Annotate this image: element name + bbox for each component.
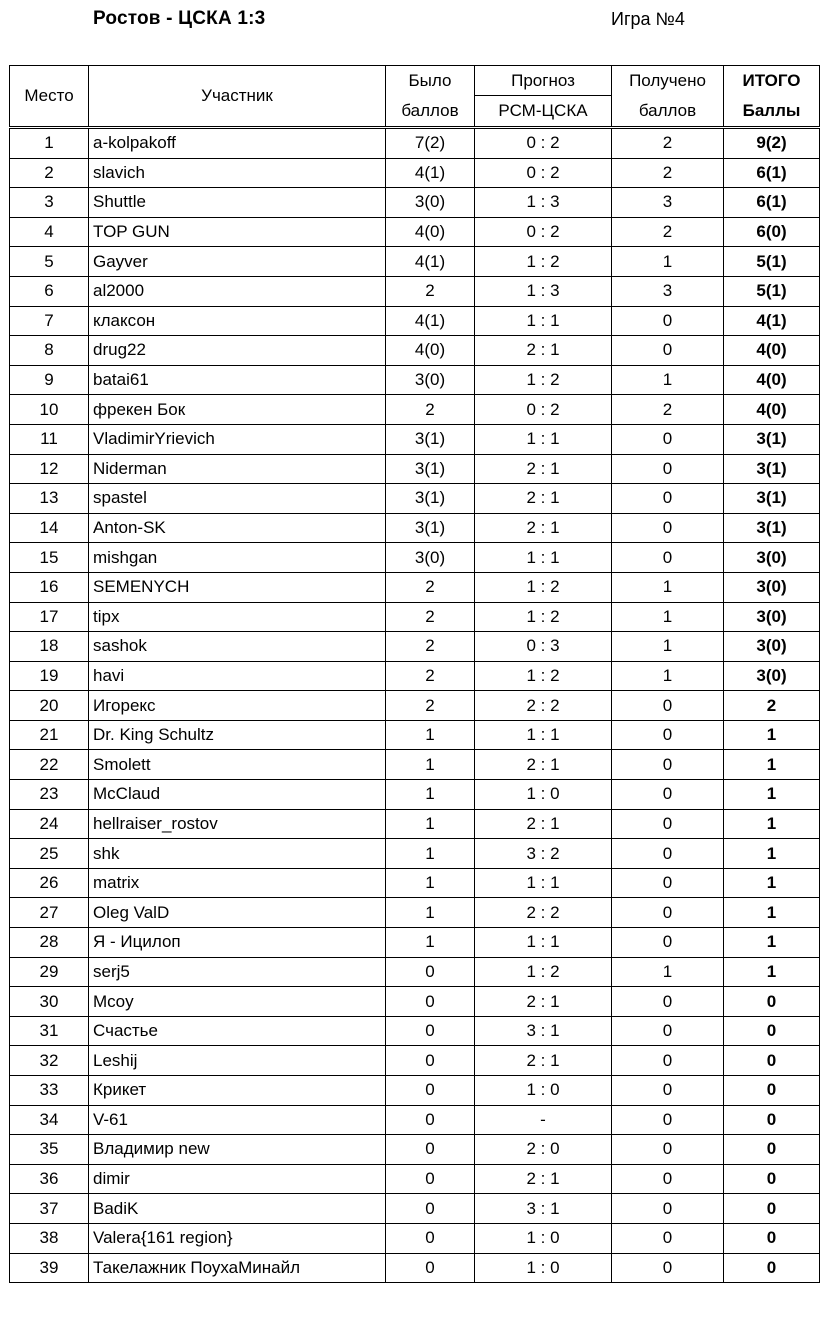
- total-points-cell: 3(1): [724, 424, 820, 454]
- prediction-cell: 2 : 1: [475, 750, 612, 780]
- prediction-cell: 0 : 2: [475, 217, 612, 247]
- participant-cell: Leshij: [89, 1046, 386, 1076]
- table-row: [10, 188, 820, 218]
- was-points-cell: 0: [386, 957, 475, 987]
- participant-cell: Niderman: [89, 454, 386, 484]
- got-points-cell: 0: [612, 1076, 724, 1106]
- place-cell: 8: [10, 336, 89, 366]
- prediction-cell: 2 : 1: [475, 1164, 612, 1194]
- got-points-cell: 0: [612, 484, 724, 514]
- prediction-cell: 2 : 1: [475, 454, 612, 484]
- participant-cell: sashok: [89, 632, 386, 662]
- got-points-cell: 1: [612, 247, 724, 277]
- got-points-cell: 0: [612, 898, 724, 928]
- table-row: [10, 128, 820, 159]
- place-cell: 22: [10, 750, 89, 780]
- place-cell: 34: [10, 1105, 89, 1135]
- table-row: [10, 365, 820, 395]
- participant-cell: BadiK: [89, 1194, 386, 1224]
- header-place: Место: [10, 66, 89, 128]
- prediction-cell: 2 : 2: [475, 691, 612, 721]
- table-row: [10, 1076, 820, 1106]
- place-cell: 38: [10, 1223, 89, 1253]
- table-row: [10, 276, 820, 306]
- header-prediction-top: Прогноз: [475, 66, 612, 96]
- place-cell: 25: [10, 839, 89, 869]
- header-was-top: Было: [386, 66, 475, 96]
- header-prediction-bottom: РСМ-ЦСКА: [475, 96, 612, 128]
- was-points-cell: 0: [386, 1253, 475, 1283]
- was-points-cell: 0: [386, 1135, 475, 1165]
- got-points-cell: 0: [612, 543, 724, 573]
- table-row: [10, 898, 820, 928]
- participant-cell: VladimirYrievich: [89, 424, 386, 454]
- total-points-cell: 4(1): [724, 306, 820, 336]
- participant-cell: Mcoy: [89, 987, 386, 1017]
- place-cell: 17: [10, 602, 89, 632]
- participant-cell: tipx: [89, 602, 386, 632]
- table-row: [10, 632, 820, 662]
- was-points-cell: 0: [386, 1076, 475, 1106]
- place-cell: 11: [10, 424, 89, 454]
- got-points-cell: 1: [612, 632, 724, 662]
- total-points-cell: 0: [724, 1223, 820, 1253]
- total-points-cell: 0: [724, 1135, 820, 1165]
- total-points-cell: 3(1): [724, 513, 820, 543]
- got-points-cell: 0: [612, 1194, 724, 1224]
- prediction-cell: 1 : 0: [475, 1223, 612, 1253]
- was-points-cell: 2: [386, 602, 475, 632]
- table-row: [10, 395, 820, 425]
- prediction-cell: 2 : 1: [475, 987, 612, 1017]
- place-cell: 6: [10, 276, 89, 306]
- place-cell: 7: [10, 306, 89, 336]
- prediction-cell: 2 : 1: [475, 809, 612, 839]
- participant-cell: Крикет: [89, 1076, 386, 1106]
- got-points-cell: 0: [612, 336, 724, 366]
- got-points-cell: 0: [612, 1164, 724, 1194]
- prediction-cell: 1 : 1: [475, 928, 612, 958]
- place-cell: 14: [10, 513, 89, 543]
- got-points-cell: 3: [612, 276, 724, 306]
- total-points-cell: 1: [724, 780, 820, 810]
- prediction-cell: 1 : 1: [475, 424, 612, 454]
- table-row: [10, 513, 820, 543]
- got-points-cell: 0: [612, 454, 724, 484]
- participant-cell: Gayver: [89, 247, 386, 277]
- participant-cell: SEMENYCH: [89, 572, 386, 602]
- prediction-cell: 1 : 0: [475, 1076, 612, 1106]
- table-row: [10, 1135, 820, 1165]
- prediction-cell: 2 : 1: [475, 336, 612, 366]
- total-points-cell: 1: [724, 868, 820, 898]
- game-number: Игра №4: [611, 9, 685, 29]
- participant-cell: dimir: [89, 1164, 386, 1194]
- got-points-cell: 0: [612, 928, 724, 958]
- was-points-cell: 1: [386, 898, 475, 928]
- total-points-cell: 4(0): [724, 395, 820, 425]
- was-points-cell: 3(1): [386, 484, 475, 514]
- header-was-bottom: баллов: [386, 96, 475, 128]
- place-cell: 28: [10, 928, 89, 958]
- was-points-cell: 2: [386, 276, 475, 306]
- participant-cell: spastel: [89, 484, 386, 514]
- place-cell: 32: [10, 1046, 89, 1076]
- total-points-cell: 3(0): [724, 632, 820, 662]
- total-points-cell: 1: [724, 750, 820, 780]
- total-points-cell: 4(0): [724, 365, 820, 395]
- total-points-cell: 5(1): [724, 276, 820, 306]
- prediction-cell: 1 : 2: [475, 572, 612, 602]
- prediction-cell: 1 : 2: [475, 602, 612, 632]
- was-points-cell: 2: [386, 691, 475, 721]
- prediction-cell: 1 : 3: [475, 276, 612, 306]
- was-points-cell: 0: [386, 987, 475, 1017]
- participant-cell: batai61: [89, 365, 386, 395]
- place-cell: 18: [10, 632, 89, 662]
- table-row: [10, 217, 820, 247]
- was-points-cell: 4(1): [386, 306, 475, 336]
- was-points-cell: 0: [386, 1016, 475, 1046]
- was-points-cell: 2: [386, 661, 475, 691]
- participant-cell: Счастье: [89, 1016, 386, 1046]
- prediction-cell: 2 : 1: [475, 513, 612, 543]
- got-points-cell: 2: [612, 217, 724, 247]
- got-points-cell: 1: [612, 957, 724, 987]
- was-points-cell: 2: [386, 395, 475, 425]
- got-points-cell: 2: [612, 158, 724, 188]
- was-points-cell: 4(1): [386, 247, 475, 277]
- prediction-cell: 0 : 2: [475, 395, 612, 425]
- was-points-cell: 4(0): [386, 217, 475, 247]
- got-points-cell: 0: [612, 1223, 724, 1253]
- total-points-cell: 3(0): [724, 572, 820, 602]
- was-points-cell: 0: [386, 1194, 475, 1224]
- table-row: [10, 158, 820, 188]
- total-points-cell: 1: [724, 720, 820, 750]
- participant-cell: a-kolpakoff: [89, 128, 386, 159]
- participant-cell: havi: [89, 661, 386, 691]
- place-cell: 2: [10, 158, 89, 188]
- total-points-cell: 0: [724, 1016, 820, 1046]
- table-row: [10, 868, 820, 898]
- was-points-cell: 1: [386, 780, 475, 810]
- was-points-cell: 3(0): [386, 188, 475, 218]
- place-cell: 39: [10, 1253, 89, 1283]
- got-points-cell: 1: [612, 602, 724, 632]
- prediction-cell: 3 : 1: [475, 1016, 612, 1046]
- got-points-cell: 1: [612, 365, 724, 395]
- place-cell: 35: [10, 1135, 89, 1165]
- table-row: [10, 306, 820, 336]
- got-points-cell: 0: [612, 424, 724, 454]
- was-points-cell: 3(1): [386, 454, 475, 484]
- place-cell: 37: [10, 1194, 89, 1224]
- was-points-cell: 1: [386, 868, 475, 898]
- table-row: [10, 1016, 820, 1046]
- was-points-cell: 3(0): [386, 543, 475, 573]
- was-points-cell: 3(1): [386, 424, 475, 454]
- got-points-cell: 0: [612, 1105, 724, 1135]
- total-points-cell: 4(0): [724, 336, 820, 366]
- got-points-cell: 1: [612, 572, 724, 602]
- page-title: Ростов - ЦСКА 1:3: [93, 8, 266, 29]
- participant-cell: slavich: [89, 158, 386, 188]
- table-row: [10, 750, 820, 780]
- participant-cell: Anton-SK: [89, 513, 386, 543]
- table-row: [10, 691, 820, 721]
- was-points-cell: 1: [386, 720, 475, 750]
- place-cell: 10: [10, 395, 89, 425]
- participant-cell: фрекен Бок: [89, 395, 386, 425]
- participant-cell: mishgan: [89, 543, 386, 573]
- place-cell: 23: [10, 780, 89, 810]
- participant-cell: V-61: [89, 1105, 386, 1135]
- was-points-cell: 0: [386, 1046, 475, 1076]
- place-cell: 26: [10, 868, 89, 898]
- total-points-cell: 6(1): [724, 188, 820, 218]
- got-points-cell: 0: [612, 1046, 724, 1076]
- table-row: [10, 454, 820, 484]
- participant-cell: Владимир new: [89, 1135, 386, 1165]
- header-got-bottom: баллов: [612, 96, 724, 128]
- prediction-cell: 3 : 1: [475, 1194, 612, 1224]
- prediction-cell: 1 : 1: [475, 543, 612, 573]
- place-cell: 21: [10, 720, 89, 750]
- place-cell: 33: [10, 1076, 89, 1106]
- prediction-cell: 2 : 2: [475, 898, 612, 928]
- prediction-cell: 1 : 0: [475, 780, 612, 810]
- table-row: [10, 336, 820, 366]
- got-points-cell: 2: [612, 395, 724, 425]
- table-row: [10, 987, 820, 1017]
- was-points-cell: 1: [386, 928, 475, 958]
- place-cell: 5: [10, 247, 89, 277]
- place-cell: 15: [10, 543, 89, 573]
- table-row: [10, 1105, 820, 1135]
- got-points-cell: 2: [612, 128, 724, 159]
- got-points-cell: 0: [612, 750, 724, 780]
- participant-cell: Dr. King Schultz: [89, 720, 386, 750]
- got-points-cell: 1: [612, 661, 724, 691]
- prediction-cell: 1 : 1: [475, 306, 612, 336]
- participant-cell: Oleg ValD: [89, 898, 386, 928]
- got-points-cell: 0: [612, 839, 724, 869]
- place-cell: 9: [10, 365, 89, 395]
- place-cell: 13: [10, 484, 89, 514]
- prediction-cell: 1 : 2: [475, 365, 612, 395]
- place-cell: 4: [10, 217, 89, 247]
- place-cell: 20: [10, 691, 89, 721]
- prediction-cell: 2 : 1: [475, 1046, 612, 1076]
- total-points-cell: 3(1): [724, 484, 820, 514]
- participant-cell: shk: [89, 839, 386, 869]
- got-points-cell: 0: [612, 1016, 724, 1046]
- place-cell: 36: [10, 1164, 89, 1194]
- total-points-cell: 0: [724, 1105, 820, 1135]
- prediction-cell: 1 : 2: [475, 957, 612, 987]
- place-cell: 31: [10, 1016, 89, 1046]
- was-points-cell: 3(1): [386, 513, 475, 543]
- got-points-cell: 0: [612, 720, 724, 750]
- table-body: [10, 128, 820, 1283]
- table-row: [10, 247, 820, 277]
- total-points-cell: 2: [724, 691, 820, 721]
- participant-cell: hellraiser_rostov: [89, 809, 386, 839]
- was-points-cell: 3(0): [386, 365, 475, 395]
- place-cell: 24: [10, 809, 89, 839]
- prediction-cell: 1 : 2: [475, 247, 612, 277]
- prediction-cell: 0 : 2: [475, 128, 612, 159]
- table-row: [10, 572, 820, 602]
- participant-cell: drug22: [89, 336, 386, 366]
- got-points-cell: 0: [612, 513, 724, 543]
- header-got-top: Получено: [612, 66, 724, 96]
- prediction-cell: 0 : 3: [475, 632, 612, 662]
- total-points-cell: 0: [724, 1194, 820, 1224]
- table-row: [10, 1253, 820, 1283]
- table-row: [10, 720, 820, 750]
- total-points-cell: 3(0): [724, 543, 820, 573]
- table-row: [10, 957, 820, 987]
- prediction-cell: 2 : 1: [475, 484, 612, 514]
- place-cell: 30: [10, 987, 89, 1017]
- total-points-cell: 0: [724, 1076, 820, 1106]
- place-cell: 1: [10, 128, 89, 159]
- was-points-cell: 2: [386, 572, 475, 602]
- prediction-cell: 1 : 3: [475, 188, 612, 218]
- got-points-cell: 0: [612, 1135, 724, 1165]
- prediction-cell: 1 : 1: [475, 720, 612, 750]
- got-points-cell: 0: [612, 1253, 724, 1283]
- table-row: [10, 839, 820, 869]
- total-points-cell: 1: [724, 898, 820, 928]
- participant-cell: Shuttle: [89, 188, 386, 218]
- participant-cell: TOP GUN: [89, 217, 386, 247]
- total-points-cell: 9(2): [724, 128, 820, 159]
- table-row: [10, 1223, 820, 1253]
- participant-cell: Valera{161 region}: [89, 1223, 386, 1253]
- was-points-cell: 7(2): [386, 128, 475, 159]
- participant-cell: Smolett: [89, 750, 386, 780]
- header-total-top: ИТОГО: [724, 66, 820, 96]
- place-cell: 29: [10, 957, 89, 987]
- table-row: [10, 424, 820, 454]
- place-cell: 3: [10, 188, 89, 218]
- total-points-cell: 0: [724, 1253, 820, 1283]
- was-points-cell: 1: [386, 839, 475, 869]
- total-points-cell: 3(0): [724, 661, 820, 691]
- place-cell: 19: [10, 661, 89, 691]
- got-points-cell: 0: [612, 780, 724, 810]
- prediction-cell: 1 : 0: [475, 1253, 612, 1283]
- participant-cell: McClaud: [89, 780, 386, 810]
- place-cell: 16: [10, 572, 89, 602]
- was-points-cell: 0: [386, 1223, 475, 1253]
- prediction-cell: 0 : 2: [475, 158, 612, 188]
- got-points-cell: 0: [612, 868, 724, 898]
- participant-cell: Такелажник ПоухаМинайл: [89, 1253, 386, 1283]
- results-table: [9, 65, 820, 1283]
- participant-cell: al2000: [89, 276, 386, 306]
- total-points-cell: 6(0): [724, 217, 820, 247]
- was-points-cell: 4(0): [386, 336, 475, 366]
- table-row: [10, 484, 820, 514]
- total-points-cell: 1: [724, 957, 820, 987]
- table-row: [10, 780, 820, 810]
- total-points-cell: 0: [724, 987, 820, 1017]
- participant-cell: Я - Ицилоп: [89, 928, 386, 958]
- participant-cell: клаксон: [89, 306, 386, 336]
- header-total-bottom: Баллы: [724, 96, 820, 128]
- was-points-cell: 1: [386, 809, 475, 839]
- table-header: [10, 66, 820, 128]
- was-points-cell: 1: [386, 750, 475, 780]
- total-points-cell: 5(1): [724, 247, 820, 277]
- total-points-cell: 1: [724, 809, 820, 839]
- table-row: [10, 928, 820, 958]
- got-points-cell: 3: [612, 188, 724, 218]
- table-row: [10, 543, 820, 573]
- prediction-cell: 3 : 2: [475, 839, 612, 869]
- prediction-cell: -: [475, 1105, 612, 1135]
- table-row: [10, 1194, 820, 1224]
- prediction-cell: 1 : 1: [475, 868, 612, 898]
- header-participant: Участник: [89, 66, 386, 128]
- total-points-cell: 1: [724, 928, 820, 958]
- table-row: [10, 602, 820, 632]
- table-row: [10, 661, 820, 691]
- was-points-cell: 2: [386, 632, 475, 662]
- got-points-cell: 0: [612, 691, 724, 721]
- table-row: [10, 1046, 820, 1076]
- table-row: [10, 809, 820, 839]
- was-points-cell: 4(1): [386, 158, 475, 188]
- place-cell: 27: [10, 898, 89, 928]
- place-cell: 12: [10, 454, 89, 484]
- participant-cell: matrix: [89, 868, 386, 898]
- prediction-cell: 2 : 0: [475, 1135, 612, 1165]
- total-points-cell: 0: [724, 1164, 820, 1194]
- got-points-cell: 0: [612, 306, 724, 336]
- got-points-cell: 0: [612, 809, 724, 839]
- was-points-cell: 0: [386, 1105, 475, 1135]
- participant-cell: Игорекс: [89, 691, 386, 721]
- prediction-cell: 1 : 2: [475, 661, 612, 691]
- participant-cell: serj5: [89, 957, 386, 987]
- total-points-cell: 0: [724, 1046, 820, 1076]
- total-points-cell: 3(0): [724, 602, 820, 632]
- total-points-cell: 3(1): [724, 454, 820, 484]
- total-points-cell: 6(1): [724, 158, 820, 188]
- got-points-cell: 0: [612, 987, 724, 1017]
- total-points-cell: 1: [724, 839, 820, 869]
- was-points-cell: 0: [386, 1164, 475, 1194]
- table-row: [10, 1164, 820, 1194]
